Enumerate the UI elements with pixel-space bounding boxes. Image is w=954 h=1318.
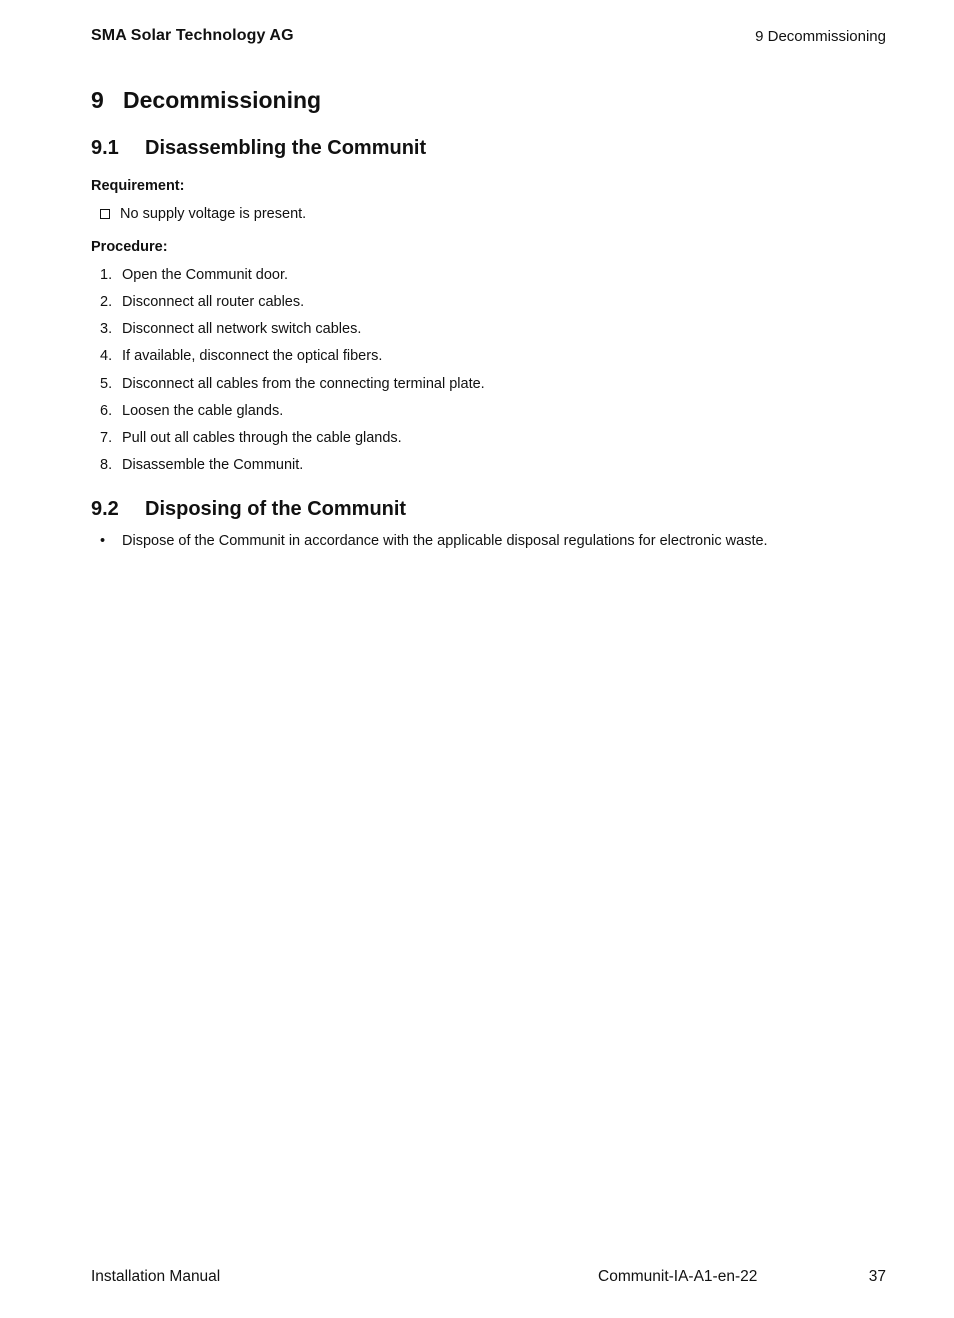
- step-text: Disconnect all network switch cables.: [122, 321, 362, 337]
- requirement-item: [100, 206, 306, 222]
- procedure-step: [100, 267, 288, 283]
- procedure-step: [100, 321, 361, 337]
- checkbox-icon: [100, 209, 110, 219]
- section-heading-9-2: [91, 498, 406, 521]
- procedure-label: Procedure:: [91, 239, 168, 255]
- header-chapter-ref: 9 Decommissioning: [755, 28, 886, 45]
- step-number: 6.: [100, 403, 113, 419]
- step-number: 3.: [100, 321, 113, 337]
- step-text: Disconnect all cables from the connecting terminal plate.: [122, 376, 485, 392]
- step-text: Disconnect all router cables.: [122, 294, 305, 310]
- step-number: 5.: [100, 376, 113, 392]
- procedure-step: [100, 457, 303, 473]
- step-number: 1.: [100, 267, 113, 283]
- requirement-text: No supply voltage is present.: [120, 206, 307, 222]
- step-text: Open the Communit door.: [122, 267, 289, 283]
- step-number: 7.: [100, 430, 113, 446]
- step-text: If available, disconnect the optical fibers.: [122, 348, 383, 364]
- step-text: Disassemble the Communit.: [122, 457, 304, 473]
- section-title: Disposing of the Communit: [145, 498, 407, 520]
- procedure-step: [100, 348, 382, 364]
- chapter-heading: [91, 87, 321, 114]
- footer-page-number: 37: [868, 1268, 886, 1285]
- chapter-number: 9: [91, 87, 104, 113]
- header-company: SMA Solar Technology AG: [91, 27, 294, 44]
- step-number: 8.: [100, 457, 113, 473]
- step-number: 2.: [100, 294, 113, 310]
- chapter-title: Decommissioning: [123, 87, 322, 113]
- procedure-step: [100, 430, 402, 446]
- procedure-step: [100, 294, 304, 310]
- requirement-label: Requirement:: [91, 178, 185, 194]
- section-number: 9.2: [91, 498, 119, 520]
- footer-doc-type: Installation Manual: [91, 1268, 221, 1285]
- step-text: Loosen the cable glands.: [122, 403, 284, 419]
- step-text: Pull out all cables through the cable glands.: [122, 430, 402, 446]
- section-number: 9.1: [91, 137, 119, 159]
- section-heading-9-1: [91, 137, 426, 160]
- bullet-text: Dispose of the Communit in accordance with the applicable disposal regulations for electronic waste.: [122, 533, 768, 549]
- section-title: Disassembling the Communit: [145, 137, 427, 159]
- bullet-icon: •: [100, 533, 106, 549]
- bullet-item: [100, 533, 768, 549]
- step-number: 4.: [100, 348, 113, 364]
- footer-doc-id: Communit-IA-A1-en-22: [598, 1268, 758, 1285]
- procedure-step: [100, 403, 283, 419]
- procedure-step: [100, 376, 485, 392]
